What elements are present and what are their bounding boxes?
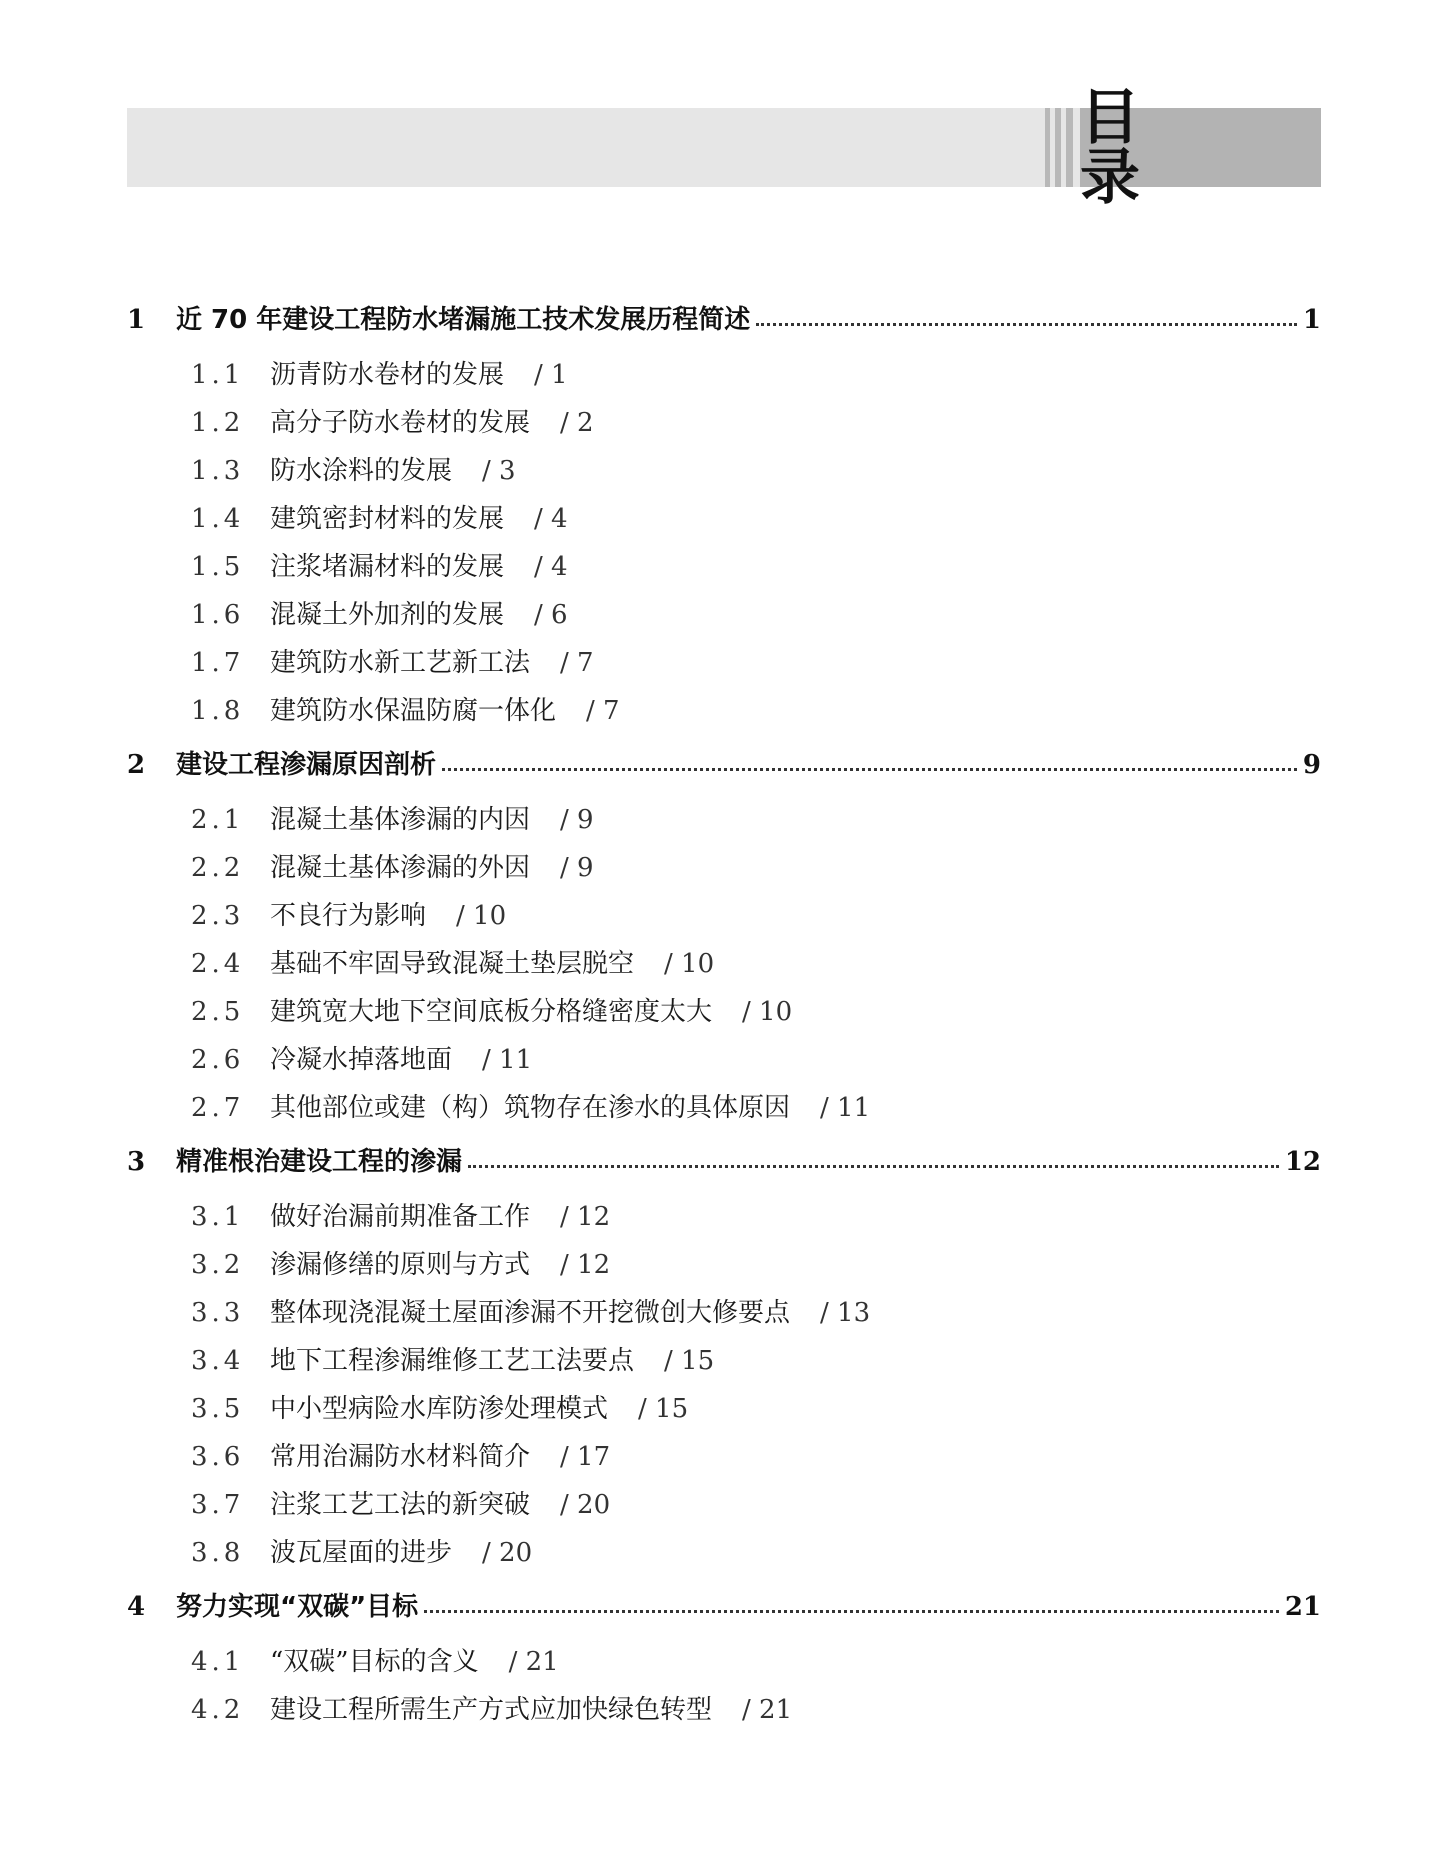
section-title: 其他部位或建（构）筑物存在渗水的具体原因 — [270, 1093, 791, 1123]
section-page-number: / 3 — [482, 456, 516, 486]
section-number: 2.5 — [191, 997, 245, 1027]
chapter-title: 精准根治建设工程的渗漏 — [176, 1147, 463, 1177]
section-number: 1.3 — [191, 456, 245, 486]
section-number: 3.2 — [191, 1250, 245, 1280]
chapter-number: 3 — [127, 1147, 146, 1177]
section-title: 混凝土外加剂的发展 — [270, 600, 505, 630]
chapter-title: 建设工程渗漏原因剖析 — [176, 750, 437, 780]
toc-chapter-row[interactable] — [127, 1577, 1321, 1638]
section-title: 建筑防水保温防腐一体化 — [270, 696, 557, 726]
chapter-page-number: 1 — [1302, 305, 1321, 335]
toc-section-row[interactable] — [127, 1337, 1321, 1385]
page-title: 目 录 — [1080, 82, 1202, 213]
section-title: 混凝土基体渗漏的内因 — [270, 805, 531, 835]
section-number: 1.6 — [191, 600, 245, 630]
section-number: 3.8 — [191, 1538, 245, 1568]
section-title: 波瓦屋面的进步 — [270, 1538, 453, 1568]
section-page-number: / 10 — [456, 901, 507, 931]
section-page-number: / 7 — [560, 648, 594, 678]
section-title: 防水涂料的发展 — [270, 456, 453, 486]
section-page-number: / 4 — [534, 552, 568, 582]
toc-section-row[interactable] — [127, 988, 1321, 1036]
section-page-number: / 15 — [664, 1346, 715, 1376]
section-number: 2.2 — [191, 853, 245, 883]
section-page-number: / 7 — [586, 696, 620, 726]
dot-leader — [442, 768, 1297, 771]
section-page-number: / 10 — [742, 997, 793, 1027]
toc-chapter-row[interactable] — [127, 1132, 1321, 1193]
toc-section-row[interactable] — [127, 1036, 1321, 1084]
section-number: 1.8 — [191, 696, 245, 726]
toc-section-row[interactable] — [127, 1433, 1321, 1481]
chapter-page-number: 12 — [1284, 1147, 1321, 1177]
header-stripe — [1045, 108, 1050, 187]
toc-section-row[interactable] — [127, 1385, 1321, 1433]
toc-section-row[interactable] — [127, 495, 1321, 543]
section-page-number: / 20 — [560, 1490, 611, 1520]
section-page-number: / 12 — [560, 1250, 611, 1280]
section-title: 建筑密封材料的发展 — [270, 504, 505, 534]
toc-section-row[interactable] — [127, 1686, 1321, 1734]
toc-section-row[interactable] — [127, 844, 1321, 892]
toc-section-row[interactable] — [127, 1241, 1321, 1289]
dot-leader — [424, 1610, 1279, 1613]
section-page-number: / 21 — [742, 1695, 793, 1725]
section-page-number: / 20 — [482, 1538, 533, 1568]
section-number: 2.1 — [191, 805, 245, 835]
toc-section-row[interactable] — [127, 687, 1321, 735]
toc-chapter-row[interactable] — [127, 735, 1321, 796]
table-of-contents — [127, 290, 1321, 1734]
dot-leader — [468, 1165, 1279, 1168]
section-page-number: / 13 — [820, 1298, 871, 1328]
section-title: 注浆工艺工法的新突破 — [270, 1490, 531, 1520]
toc-section-row[interactable] — [127, 1193, 1321, 1241]
toc-section-row[interactable] — [127, 1638, 1321, 1686]
section-page-number: / 17 — [560, 1442, 611, 1472]
chapter-number: 2 — [127, 750, 146, 780]
section-title: 冷凝水掉落地面 — [270, 1045, 453, 1075]
section-title: 混凝土基体渗漏的外因 — [270, 853, 531, 883]
section-number: 3.7 — [191, 1490, 245, 1520]
section-title: 高分子防水卷材的发展 — [270, 408, 531, 438]
section-page-number: / 11 — [482, 1045, 533, 1075]
section-title: 注浆堵漏材料的发展 — [270, 552, 505, 582]
section-title: 做好治漏前期准备工作 — [270, 1202, 531, 1232]
toc-section-row[interactable] — [127, 543, 1321, 591]
section-number: 2.7 — [191, 1093, 245, 1123]
section-number: 2.3 — [191, 901, 245, 931]
section-number: 2.4 — [191, 949, 245, 979]
toc-section-row[interactable] — [127, 940, 1321, 988]
section-number: 3.6 — [191, 1442, 245, 1472]
chapter-number: 4 — [127, 1592, 146, 1622]
section-page-number: / 10 — [664, 949, 715, 979]
header-title-box — [1080, 82, 1321, 213]
section-number: 3.4 — [191, 1346, 245, 1376]
section-number: 3.5 — [191, 1394, 245, 1424]
toc-section-row[interactable] — [127, 447, 1321, 495]
section-number: 3.3 — [191, 1298, 245, 1328]
toc-section-row[interactable] — [127, 591, 1321, 639]
chapter-title: 努力实现“双碳”目标 — [176, 1592, 419, 1622]
toc-section-row[interactable] — [127, 1529, 1321, 1577]
section-page-number: / 4 — [534, 504, 568, 534]
section-title: 建筑宽大地下空间底板分格缝密度太大 — [270, 997, 713, 1027]
section-title: 建筑防水新工艺新工法 — [270, 648, 531, 678]
chapter-page-number: 9 — [1302, 750, 1321, 780]
section-title: 中小型病险水库防渗处理模式 — [270, 1394, 609, 1424]
header-stripe — [1066, 108, 1073, 187]
toc-section-row[interactable] — [127, 796, 1321, 844]
section-title: 常用治漏防水材料简介 — [270, 1442, 531, 1472]
section-page-number: / 1 — [534, 360, 568, 390]
chapter-page-number: 21 — [1284, 1592, 1321, 1622]
chapter-title: 近 70 年建设工程防水堵漏施工技术发展历程简述 — [176, 305, 751, 335]
header-stripe — [1055, 108, 1061, 187]
section-number: 4.2 — [191, 1695, 245, 1725]
section-number: 3.1 — [191, 1202, 245, 1232]
section-number: 1.2 — [191, 408, 245, 438]
section-title: “双碳”目标的含义 — [270, 1647, 479, 1677]
toc-section-row[interactable] — [127, 1289, 1321, 1337]
section-page-number: / 12 — [560, 1202, 611, 1232]
section-page-number: / 9 — [560, 853, 594, 883]
section-number: 1.1 — [191, 360, 245, 390]
section-number: 1.5 — [191, 552, 245, 582]
toc-section-row[interactable] — [127, 399, 1321, 447]
section-title: 沥青防水卷材的发展 — [270, 360, 505, 390]
section-number: 2.6 — [191, 1045, 245, 1075]
section-page-number: / 15 — [638, 1394, 689, 1424]
section-page-number: / 21 — [508, 1647, 559, 1677]
section-title: 渗漏修缮的原则与方式 — [270, 1250, 531, 1280]
section-number: 1.4 — [191, 504, 245, 534]
section-title: 建设工程所需生产方式应加快绿色转型 — [270, 1695, 713, 1725]
section-page-number: / 2 — [560, 408, 594, 438]
section-page-number: / 6 — [534, 600, 568, 630]
section-title: 不良行为影响 — [270, 901, 427, 931]
dot-leader — [756, 323, 1297, 326]
section-number: 4.1 — [191, 1647, 245, 1677]
toc-chapter-row[interactable] — [127, 290, 1321, 351]
chapter-number: 1 — [127, 305, 146, 335]
section-title: 整体现浇混凝土屋面渗漏不开挖微创大修要点 — [270, 1298, 791, 1328]
section-page-number: / 9 — [560, 805, 594, 835]
toc-section-row[interactable] — [127, 351, 1321, 399]
section-title: 基础不牢固导致混凝土垫层脱空 — [270, 949, 635, 979]
toc-section-row[interactable] — [127, 892, 1321, 940]
section-number: 1.7 — [191, 648, 245, 678]
toc-section-row[interactable] — [127, 1084, 1321, 1132]
toc-section-row[interactable] — [127, 1481, 1321, 1529]
section-title: 地下工程渗漏维修工艺工法要点 — [270, 1346, 635, 1376]
section-page-number: / 11 — [820, 1093, 871, 1123]
toc-section-row[interactable] — [127, 639, 1321, 687]
